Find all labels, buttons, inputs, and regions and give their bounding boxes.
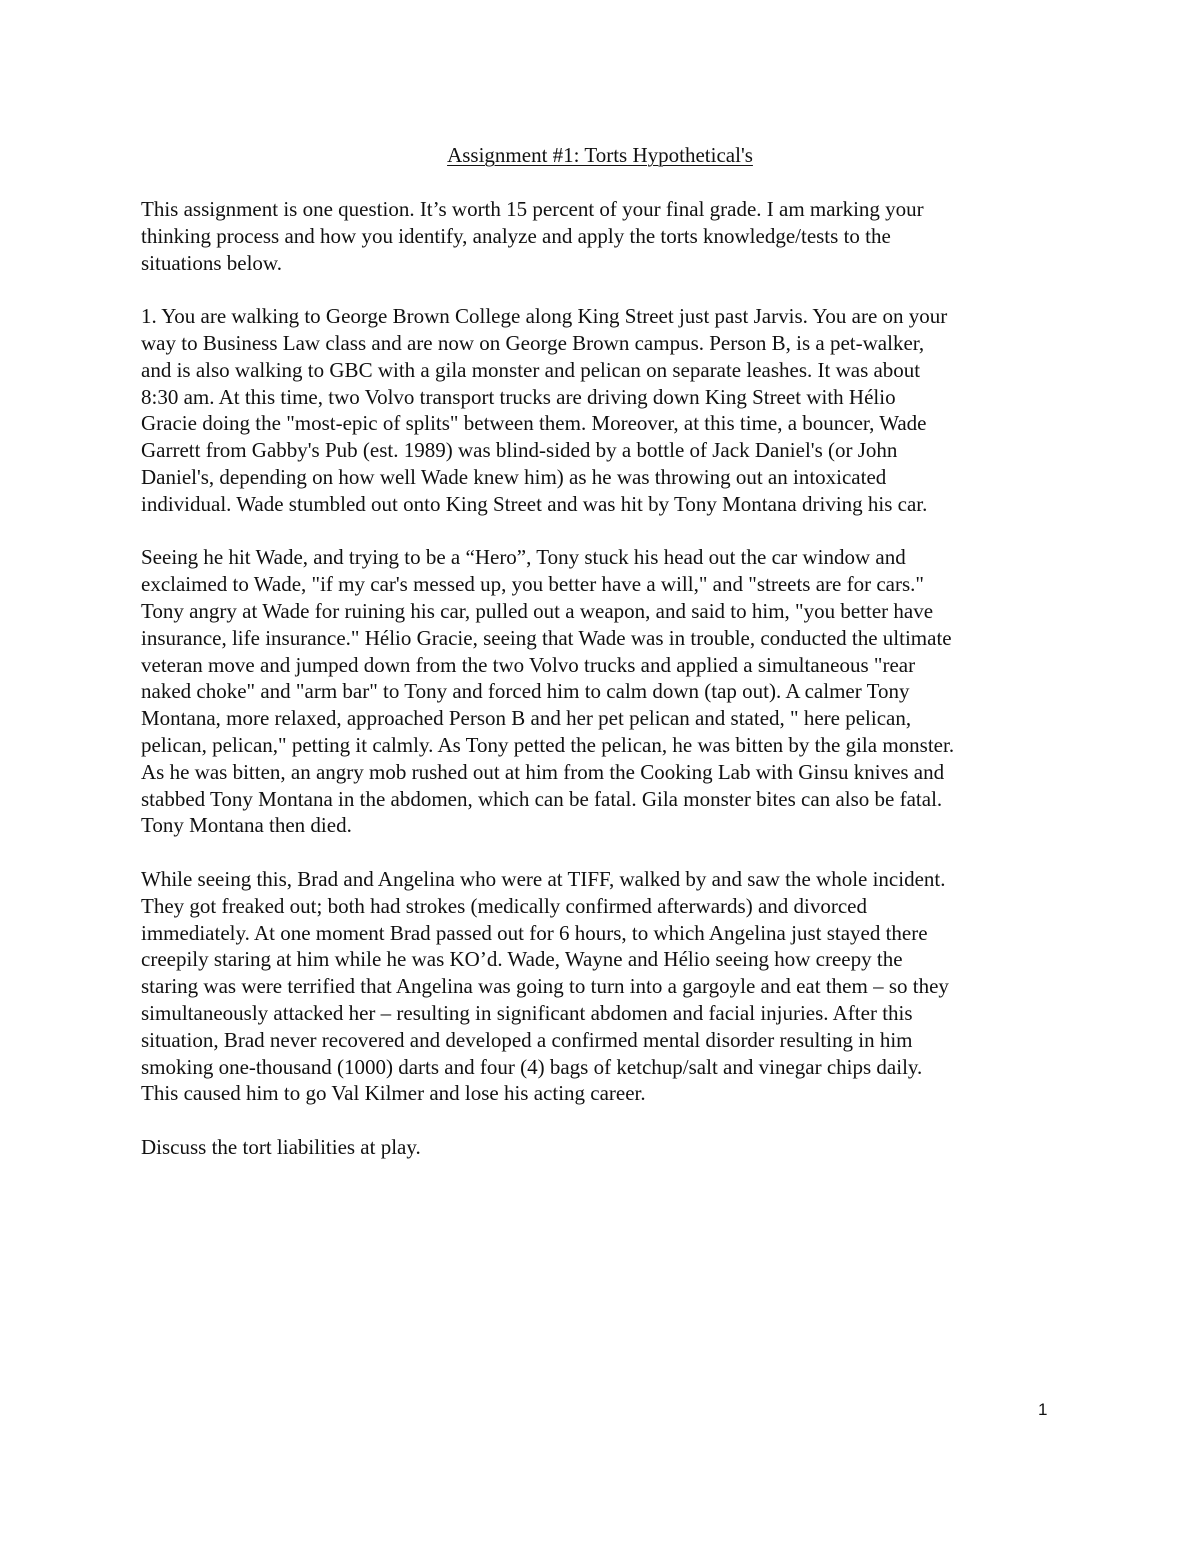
text-line: pelican, pelican," petting it calmly. As Tony petted the pelican, he was bitten by the gila monster. — [141, 732, 955, 757]
text-line: Daniel's, depending on how well Wade knew him) as he was throwing out an intoxicated — [141, 464, 887, 489]
text-line: situation, Brad never recovered and developed a confirmed mental disorder resulting in him — [141, 1027, 913, 1052]
text-line: While seeing this, Brad and Angelina who were at TIFF, walked by and saw the whole incident. — [141, 866, 946, 891]
text-line: This caused him to go Val Kilmer and lose his acting career. — [141, 1081, 646, 1106]
paragraph-gap — [141, 1107, 1066, 1134]
text-line: Garrett from Gabby's Pub (est. 1989) was blind-sided by a bottle of Jack Daniel's (or John — [141, 438, 898, 463]
text-line: individual. Wade stumbled out onto King Street and was hit by Tony Montana driving his car. — [141, 491, 928, 516]
document-body — [141, 196, 1066, 1161]
text-line: Seeing he hit Wade, and trying to be a “Hero”, Tony stuck his head out the car window and — [141, 545, 906, 570]
text-line: veteran move and jumped down from the two Volvo trucks and applied a simultaneous "rear — [141, 652, 916, 677]
text-line: situations below. — [141, 250, 282, 275]
text-line: Montana, more relaxed, approached Person B and her pet pelican and stated, " here pelican, — [141, 706, 912, 731]
text-line: exclaimed to Wade, "if my car's messed up, you better have a will," and "streets are for cars." — [141, 572, 924, 597]
paragraph-question — [141, 1134, 1066, 1161]
text-line: Gracie doing the "most-epic of splits" between them. Moreover, at this time, a bouncer, Wade — [141, 411, 927, 436]
paragraph-scenario-1 — [141, 303, 1066, 517]
paragraph-gap — [141, 276, 1066, 303]
text-line: thinking process and how you identify, analyze and apply the torts knowledge/tests to the — [141, 223, 891, 248]
text-line: immediately. At one moment Brad passed out for 6 hours, to which Angelina just stayed there — [141, 920, 928, 945]
paragraph-instructions — [141, 196, 1066, 276]
text-line: naked choke" and "arm bar" to Tony and forced him to calm down (tap out). A calmer Tony — [141, 679, 910, 704]
text-line: Tony Montana then died. — [141, 813, 352, 838]
assignment-title: Assignment #1: Torts Hypothetical's — [447, 143, 753, 167]
text-line: smoking one-thousand (1000) darts and four (4) bags of ketchup/salt and vinegar chips daily. — [141, 1054, 923, 1079]
text-line: stabbed Tony Montana in the abdomen, which can be fatal. Gila monster bites can also be fatal. — [141, 786, 943, 811]
paragraph-gap — [141, 839, 1066, 866]
text-line: creepily staring at him while he was KO’d. Wade, Wayne and Hélio seeing how creepy the — [141, 947, 903, 972]
text-line: staring was were terrified that Angelina was going to turn into a gargoyle and eat them – so they — [141, 974, 949, 999]
paragraph-scenario-3 — [141, 866, 1066, 1107]
text-line: 8:30 am. At this time, two Volvo transport trucks are driving down King Street with Hélio — [141, 384, 896, 409]
text-line: 1. You are walking to George Brown College along King Street just past Jarvis. You are on your — [141, 304, 948, 329]
text-line: and is also walking to GBC with a gila monster and pelican on separate leashes. It was about — [141, 357, 921, 382]
page-number: 1 — [1038, 1400, 1048, 1419]
paragraph-gap — [141, 518, 1066, 545]
text-line: simultaneously attacked her – resulting in significant abdomen and facial injuries. After this — [141, 1000, 913, 1025]
text-line: way to Business Law class and are now on George Brown campus. Person B, is a pet-walker, — [141, 330, 925, 355]
text-line: They got freaked out; both had strokes (medically confirmed afterwards) and divorced — [141, 893, 867, 918]
text-line: As he was bitten, an angry mob rushed out at him from the Cooking Lab with Ginsu knives and — [141, 759, 945, 784]
text-line: Discuss the tort liabilities at play. — [141, 1134, 421, 1159]
text-line: Tony angry at Wade for ruining his car, pulled out a weapon, and said to him, "you better have — [141, 598, 934, 623]
text-line: insurance, life insurance." Hélio Gracie, seeing that Wade was in trouble, conducted the ultimate — [141, 625, 952, 650]
text-line: This assignment is one question. It’s worth 15 percent of your final grade. I am marking your — [141, 197, 924, 221]
paragraph-scenario-2 — [141, 544, 1066, 839]
